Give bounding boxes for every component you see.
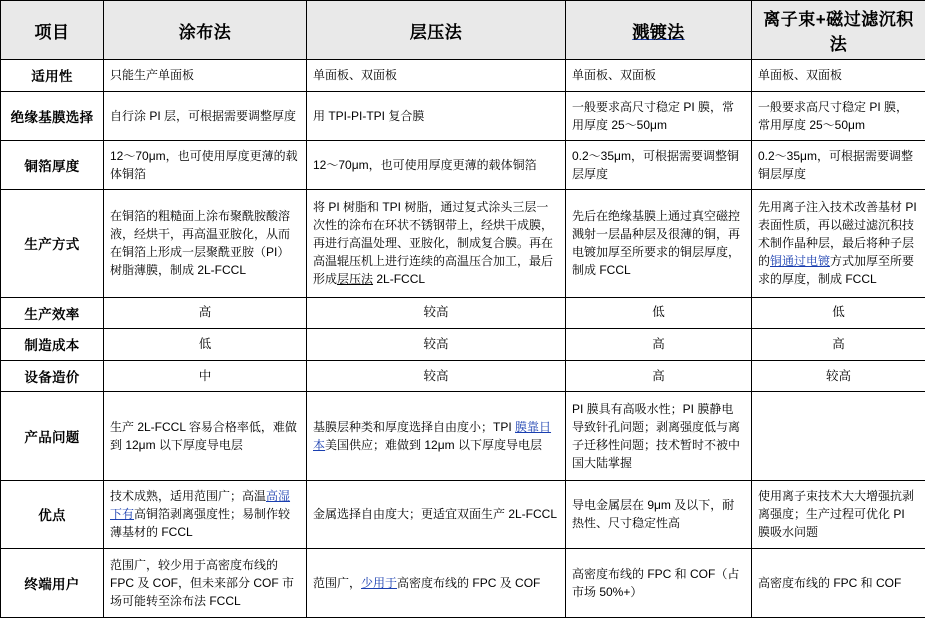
cell-sputtering: 先后在绝缘基膜上通过真空磁控溅射一层晶种层及很薄的铜，再电镀加厚至所要求的铜层厚度，制成 FCCL <box>566 189 752 297</box>
column-header-ion-beam-label: 离子束+磁过滤沉积法 <box>763 10 914 54</box>
cell-sputtering: PI 膜具有高吸水性；PI 膜静电导致针孔问题；剥离强度低与离子迁移性问题；技术暂时不被中国大陆掌握 <box>566 392 752 480</box>
cell-lamination: 范围广，少用于高密度布线的 FPC 及 COF <box>307 549 566 618</box>
row-header-cell: 产品问题 <box>1 392 104 480</box>
table-row <box>1 140 925 189</box>
cell-ion-beam: 使用离子束技术大大增强抗剥离强度；生产过程可优化 PI 膜吸水问题 <box>752 480 925 549</box>
column-header-sputtering-label: 溅镀法 <box>632 22 685 42</box>
cell-coating: 在铜箔的粗糙面上涂布聚酰胺酸溶液，经烘干，再高温亚胺化，从而在铜箔上形成一层聚酰亚胺（PI）树脂薄膜，制成 2L-FCCL <box>104 189 307 297</box>
row-header-cell: 设备造价 <box>1 360 104 392</box>
cell-lamination: 将 PI 树脂和 TPI 树脂，通过复式涂头三层一次性的涂布在环状不锈钢带上，经烘干成膜，再进行高温处理、亚胺化，制成复合膜。再在高温辊压机上进行连续的高温压合加工，最后形成层压法 2L-FCCL <box>307 189 566 297</box>
column-header-coating <box>104 1 307 60</box>
cell-sputtering: 单面板、双面板 <box>566 60 752 92</box>
cell-ion-beam: 先用离子注入技术改善基材 PI 表面性质，再以磁过滤沉积技术制作晶种层，最后将种子层的铜通过电镀方式加厚至所要求的厚度，制成 FCCL <box>752 189 925 297</box>
table-row <box>1 189 925 297</box>
cell-coating: 自行涂 PI 层，可根据需要调整厚度 <box>104 91 307 140</box>
row-header-cell: 终端用户 <box>1 549 104 618</box>
row-header-cell: 优点 <box>1 480 104 549</box>
table-body <box>1 60 925 618</box>
cell-ion-beam: 低 <box>752 297 925 329</box>
cell-ion-beam: 一般要求高尺寸稳定 PI 膜，常用厚度 25～50μm <box>752 91 925 140</box>
column-header-sputtering <box>566 1 752 60</box>
column-header-item <box>1 1 104 60</box>
cell-lamination: 用 TPI-PI-TPI 复合膜 <box>307 91 566 140</box>
column-header-lamination <box>307 1 566 60</box>
table-row <box>1 329 925 361</box>
cell-ion-beam: 较高 <box>752 360 925 392</box>
cell-coating: 范围广，较少用于高密度布线的 FPC 及 COF，但未来部分 COF 市场可能转至涂布法 FCCL <box>104 549 307 618</box>
cell-sputtering: 0.2～35μm，可根据需要调整铜层厚度 <box>566 140 752 189</box>
column-header-lamination-label: 层压法 <box>409 22 463 42</box>
cell-sputtering: 高 <box>566 360 752 392</box>
column-header-ion-beam <box>752 1 925 60</box>
cell-coating: 高 <box>104 297 307 329</box>
cell-coating: 生产 2L-FCCL 容易合格率低，难做到 12μm 以下厚度导电层 <box>104 392 307 480</box>
table-row <box>1 360 925 392</box>
row-header-cell: 绝缘基膜选择 <box>1 91 104 140</box>
row-header-cell: 生产方式 <box>1 189 104 297</box>
cell-ion-beam: 高密度布线的 FPC 和 COF <box>752 549 925 618</box>
cell-sputtering: 低 <box>566 297 752 329</box>
table-row <box>1 549 925 618</box>
cell-coating: 低 <box>104 329 307 361</box>
cell-sputtering: 一般要求高尺寸稳定 PI 膜，常用厚度 25～50μm <box>566 91 752 140</box>
cell-lamination: 12～70μm，也可使用厚度更薄的载体铜箔 <box>307 140 566 189</box>
table-row <box>1 297 925 329</box>
table-row <box>1 480 925 549</box>
row-header-cell: 铜箔厚度 <box>1 140 104 189</box>
cell-lamination: 金属选择自由度大；更适宜双面生产 2L-FCCL <box>307 480 566 549</box>
row-header-cell: 适用性 <box>1 60 104 92</box>
header-row <box>1 1 925 60</box>
cell-coating: 技术成熟，适用范围广；高温高湿下有高铜箔剥离强度性；易制作较薄基材的 FCCL <box>104 480 307 549</box>
cell-coating: 只能生产单面板 <box>104 60 307 92</box>
cell-lamination: 单面板、双面板 <box>307 60 566 92</box>
row-header-cell: 生产效率 <box>1 297 104 329</box>
cell-sputtering: 高密度布线的 FPC 和 COF（占市场 50%+） <box>566 549 752 618</box>
cell-ion-beam: 单面板、双面板 <box>752 60 925 92</box>
table-row <box>1 392 925 480</box>
table-row <box>1 91 925 140</box>
row-header-cell: 制造成本 <box>1 329 104 361</box>
cell-coating: 12～70μm，也可使用厚度更薄的载体铜箔 <box>104 140 307 189</box>
cell-ion-beam: 0.2～35μm，可根据需要调整铜层厚度 <box>752 140 925 189</box>
cell-sputtering: 高 <box>566 329 752 361</box>
cell-coating: 中 <box>104 360 307 392</box>
table-row <box>1 60 925 92</box>
column-header-item-label: 项目 <box>34 22 70 42</box>
cell-ion-beam <box>752 392 925 480</box>
table-header <box>1 1 925 60</box>
cell-lamination: 基膜层种类和厚度选择自由度小；TPI 膜靠日本美国供应；难做到 12μm 以下厚度导电层 <box>307 392 566 480</box>
cell-lamination: 较高 <box>307 297 566 329</box>
column-header-coating-label: 涂布法 <box>178 22 232 42</box>
cell-ion-beam: 高 <box>752 329 925 361</box>
cell-lamination: 较高 <box>307 329 566 361</box>
cell-lamination: 较高 <box>307 360 566 392</box>
cell-sputtering: 导电金属层在 9μm 及以下，耐热性、尺寸稳定性高 <box>566 480 752 549</box>
